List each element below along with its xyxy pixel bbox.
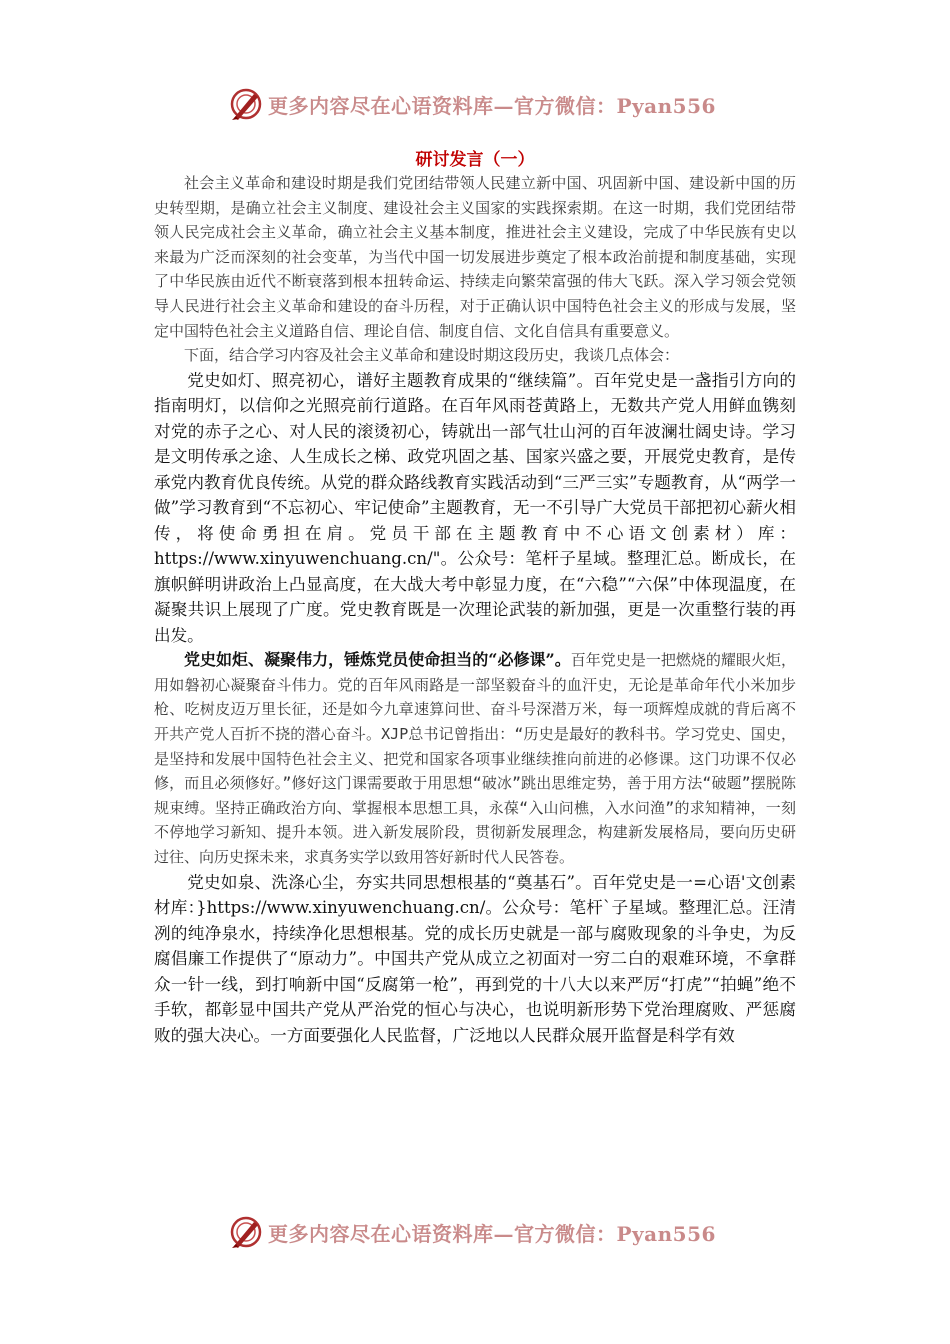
page-title: 研讨发言（一） bbox=[415, 150, 535, 170]
paragraph-torch-body: 百年党史是一把燃烧的耀眼火炬，用如磐初心凝聚奋斗伟力。党的百年风雨路是一部坚毅奋斗的血汗史，无论是革命年代小米加步枪、吃树皮迈万里长征，还是如今九章速算问世、奋斗号深潜万米，每一项辉煌成就的背后离不开共产党人百折不挠的潜心奋斗。XJP总书记曾指出：“历史是最好的教科书。学习党史、国史，是坚持和发展中国特色社会主义、把党和国家各项事业继续推向前进的必修课。这门功课不仅必修，而且必须修好。”修好这门课需要敢于用思想“破冰”跳出思维定势，善于用方法“破题”摆脱陈规束缚。坚持正确政治方向、掌握根本思想工具，永葆“入山问樵，入水问渔”的求知精神，一刻不停地学习新知、提升本领。进入新发展阶段，贯彻新发展理念，构建新发展格局，要向历史研过往、向历史探未来，求真务实学以致用答好新时代人民答卷。 bbox=[154, 651, 796, 866]
paragraph-intro: 社会主义革命和建设时期是我们党团结带领人民建立新中国、巩固新中国、建设新中国的历史转型期，是确立社会主义制度、建设社会主义国家的实践探索期。在这一时期，我们党团结带领人民完成社会主义革命，确立社会主义基本制度，推进社会主义建设，完成了中华民族有史以来最为广泛而深刻的社会变革，为当代中国一切发展进步奠定了根本政治前提和制度基础，实现了中华民族由近代不断衰落到根本扭转命运、持续走向繁荣富强的伟大飞跃。深入学习领会党领导人民进行社会主义革命和建设的奋斗历程，对于正确认识中国特色社会主义的形成与发展，坚定中国特色社会主义道路自信、理论自信、制度自信、文化自信具有重要意义。 bbox=[154, 174, 796, 340]
footer-banner bbox=[228, 1212, 728, 1252]
pen-logo-icon bbox=[228, 86, 264, 122]
pen-logo-icon bbox=[228, 1214, 264, 1250]
banner-text: 更多内容尽在心语资料库—官方微信：Pyan556 bbox=[268, 93, 716, 118]
paragraph-torch bbox=[154, 648, 796, 869]
paragraph-torch-heading: 党史如炬、凝聚伟力，锤炼党员使命担当的“必修课”。 bbox=[184, 650, 571, 670]
paragraph-lamp: 党史如灯、照亮初心，谱好主题教育成果的“继续篇”。百年党史是一盏指引方向的指南明灯，以信仰之光照亮前行道路。在百年风雨苍黄路上，无数共产党人用鲜血镌刻对党的赤子之心、对人民的滚烫初心，铸就出一部气壮山河的百年波澜壮阔史诗。学习是文明传承之途、人生成长之梯、政党巩固之基、国家兴盛之要，开展党史教育，是传承党内教育优良传统。从党的群众路线教育实践活动到“三严三实”专题教育，从“两学一做”学习教育到“不忘初心、牢记使命”主题教育，无一不引导广大党员干部把初心薪火相传，将使命勇担在肩。党员干部在主题教育中不心语文创素材）库：https://www.xinyuwenchuang.cn/"。公众号：笔杆子星域。整理汇总。断成长，在旗帜鲜明讲政治上凸显高度，在大战大考中彰显力度，在“六稳”“六保”中体现温度，在凝聚共识上展现了广度。党史教育既是一次理论武装的新加强，更是一次重整行装的再出发。 bbox=[154, 370, 796, 645]
paragraph-transition: 下面，结合学习内容及社会主义革命和建设时期这段历史，我谈几点体会： bbox=[184, 346, 680, 365]
header-banner bbox=[228, 84, 728, 124]
banner-text: 更多内容尽在心语资料库—官方微信：Pyan556 bbox=[268, 1221, 716, 1246]
paragraph-spring: 党史如泉、洗涤心尘，夯实共同思想根基的“奠基石”。百年党史是一=心语'文创素材库：}https://www.xinyuwenchuang.cn/。公众号：笔杆`子星域。整理汇总。汪清冽的纯净泉水，持续净化思想根基。党的成长历史就是一部与腐败现象的斗争史，为反腐倡廉工作提供了“原动力”。中国共产党从成立之初面对一穷二白的艰难环境，不拿群众一针一线，到打响新中国“反腐第一枪”，再到党的十八大以来严厉“打虎”“拍蝇”绝不手软，都彰显中国共产党从严治党的恒心与决心，也说明新形势下党治理腐败、严惩腐败的强大决心。一方面要强化人民监督，广泛地以人民群众展开监督是科学有效 bbox=[154, 872, 796, 1045]
document-body bbox=[154, 171, 796, 1048]
